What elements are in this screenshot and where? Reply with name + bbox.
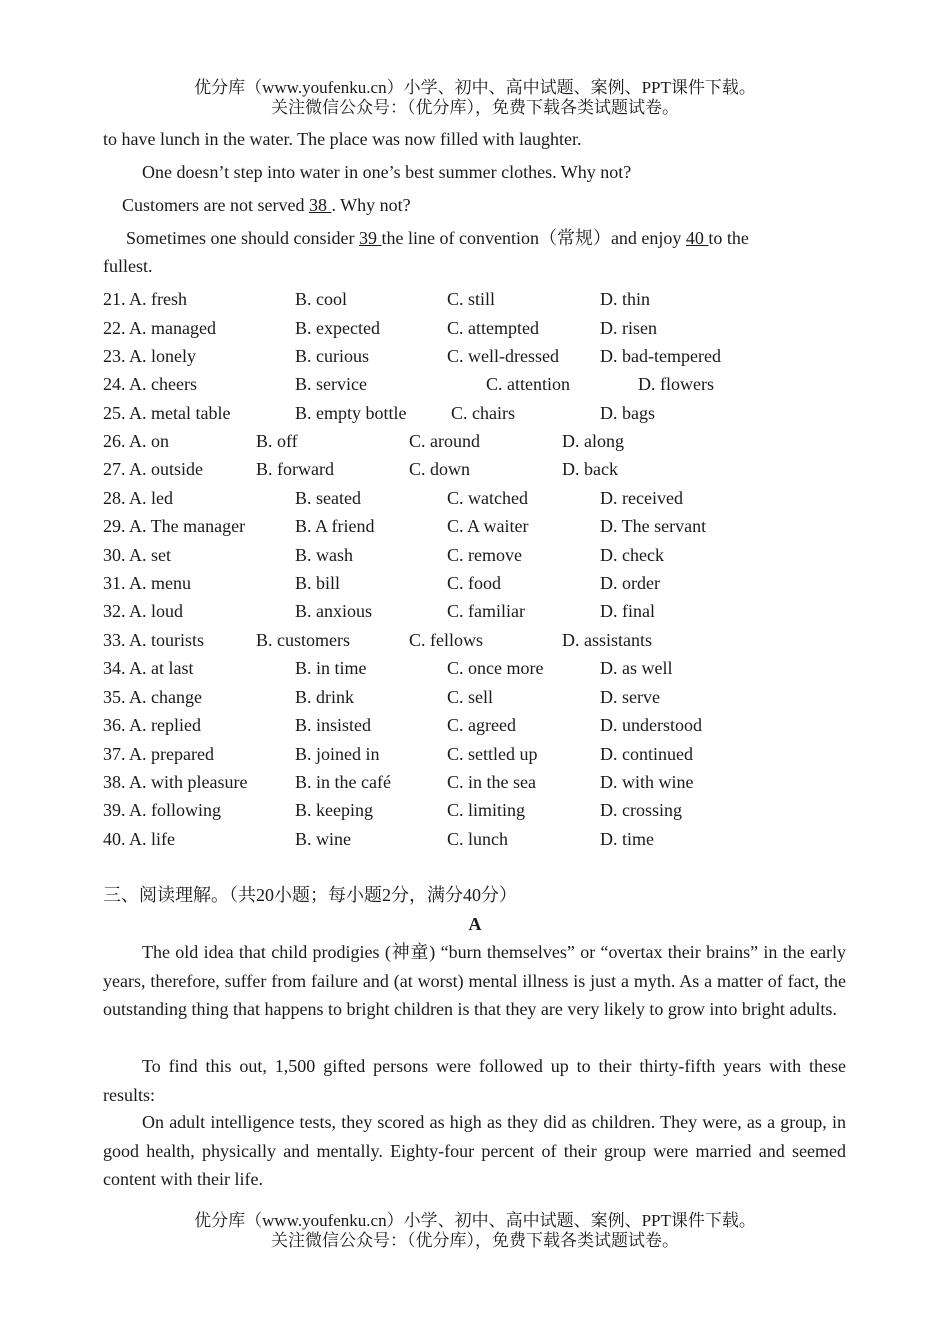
- option-d: D. The servant: [600, 516, 707, 536]
- option-b: B. joined in: [295, 744, 380, 764]
- option-d: D. back: [562, 459, 618, 479]
- footer-line-2: 关注微信公众号：（优分库），免费下载各类试题试卷。: [271, 1231, 679, 1250]
- option-b: B. customers: [256, 630, 350, 650]
- option-a: 24. A. cheers: [103, 374, 197, 394]
- option-c: C. settled up: [447, 744, 538, 764]
- passage-line-4-post: to the: [708, 228, 749, 248]
- option-a: 32. A. loud: [103, 601, 184, 621]
- header-line-1: 优分库（www.youfenku.cn）小学、初中、高中试题、案例、PPT课件下载。: [194, 78, 756, 97]
- passage-line-3: [122, 194, 411, 216]
- option-d: D. bad-tempered: [600, 346, 721, 366]
- option-a: 40. A. life: [103, 829, 175, 849]
- option-a: 33. A. tourists: [103, 630, 205, 650]
- option-d: D. risen: [600, 318, 657, 338]
- option-b: B. insisted: [295, 715, 372, 735]
- passage-line-4: [126, 227, 749, 249]
- option-b: B. anxious: [295, 601, 373, 621]
- option-c: C. down: [409, 459, 471, 479]
- option-c: C. in the sea: [447, 772, 536, 792]
- option-c: C. watched: [447, 488, 528, 508]
- option-d: D. flowers: [638, 374, 714, 394]
- option-b: B. in time: [295, 658, 367, 678]
- blank-40: 40: [685, 228, 709, 248]
- option-d: D. as well: [600, 658, 673, 678]
- option-c: C. familiar: [447, 601, 525, 621]
- option-d: D. continued: [600, 744, 693, 764]
- option-a: 25. A. metal table: [103, 403, 231, 423]
- reading-paragraph-3: On adult intelligence tests, they scored as high as they did as children. They were, as a group, in good health, physically and mentally. Eighty-four percent of their group were married and seemed content with their life.: [103, 1112, 846, 1189]
- option-a: 21. A. fresh: [103, 289, 187, 309]
- option-d: D. received: [600, 488, 683, 508]
- option-d: D. crossing: [600, 800, 682, 820]
- option-b: B. cool: [295, 289, 347, 309]
- passage-heading: A: [468, 914, 482, 934]
- option-a: 30. A. set: [103, 545, 172, 565]
- section-title: 三、阅读理解。（共20小题；每小题2分，满分40分）: [103, 885, 517, 905]
- option-c: C. food: [447, 573, 501, 593]
- option-a: 34. A. at last: [103, 658, 194, 678]
- option-b: B. in the café: [295, 772, 391, 792]
- option-b: B. curious: [295, 346, 369, 366]
- option-d: D. along: [562, 431, 624, 451]
- passage-line-2: One doesn’t step into water in one’s best summer clothes. Why not?: [142, 162, 632, 182]
- passage-line-3-post: . Why not?: [331, 195, 411, 215]
- option-d: D. with wine: [600, 772, 694, 792]
- option-a: 29. A. The manager: [103, 516, 246, 536]
- passage-line-1: to have lunch in the water. The place was now filled with laughter.: [103, 129, 582, 149]
- option-b: B. drink: [295, 687, 355, 707]
- option-b: B. forward: [256, 459, 334, 479]
- footer-line-1: 优分库（www.youfenku.cn）小学、初中、高中试题、案例、PPT课件下载。: [194, 1211, 756, 1230]
- reading-paragraph-1: The old idea that child prodigies (神童) “burn themselves” or “overtax their brains” in the early years, therefore, suffer from failure and (at worst) mental illness is just a myth. As a matter of fact, the outstanding thing that happens to bright children is that they are very likely to grow into bright adults.: [103, 942, 846, 1019]
- option-a: 35. A. change: [103, 687, 202, 707]
- option-b: B. A friend: [295, 516, 375, 536]
- reading-paragraph-2: To find this out, 1,500 gifted persons were followed up to their thirty-fifth years with these results:: [103, 1056, 846, 1105]
- option-c: C. around: [409, 431, 480, 451]
- option-c: C. attempted: [447, 318, 539, 338]
- option-a: 38. A. with pleasure: [103, 772, 248, 792]
- option-b: B. keeping: [295, 800, 373, 820]
- option-d: D. final: [600, 601, 655, 621]
- option-a: 22. A. managed: [103, 318, 216, 338]
- option-a: 36. A. replied: [103, 715, 201, 735]
- blank-39: 39: [358, 228, 382, 248]
- option-c: C. well-dressed: [447, 346, 559, 366]
- option-d: D. understood: [600, 715, 702, 735]
- blank-38: 38: [308, 195, 332, 215]
- option-c: C. A waiter: [447, 516, 529, 536]
- option-c: C. agreed: [447, 715, 516, 735]
- option-d: D. thin: [600, 289, 651, 309]
- option-a: 26. A. on: [103, 431, 170, 451]
- passage-line-5: fullest.: [103, 256, 153, 276]
- option-a: 23. A. lonely: [103, 346, 196, 366]
- option-c: C. remove: [447, 545, 522, 565]
- option-c: C. sell: [447, 687, 494, 707]
- option-d: D. bags: [600, 403, 655, 423]
- option-c: C. once more: [447, 658, 544, 678]
- option-b: B. seated: [295, 488, 361, 508]
- option-b: B. bill: [295, 573, 341, 593]
- option-a: 27. A. outside: [103, 459, 204, 479]
- option-c: C. lunch: [447, 829, 508, 849]
- option-c: C. still: [447, 289, 496, 309]
- passage-line-4-mid: the line of convention（常规）and enjoy: [381, 228, 686, 248]
- option-c: C. attention: [486, 374, 570, 394]
- passage-line-3-pre: Customers are not served: [122, 195, 309, 215]
- option-a: 31. A. menu: [103, 573, 191, 593]
- option-d: D. time: [600, 829, 654, 849]
- option-b: B. expected: [295, 318, 380, 338]
- header-line-2: 关注微信公众号：（优分库），免费下载各类试题试卷。: [271, 98, 679, 117]
- option-a: 37. A. prepared: [103, 744, 214, 764]
- passage-line-4-pre: Sometimes one should consider: [126, 228, 359, 248]
- option-d: D. serve: [600, 687, 660, 707]
- option-b: B. service: [295, 374, 367, 394]
- option-a: 28. A. led: [103, 488, 173, 508]
- option-b: B. wash: [295, 545, 353, 565]
- option-b: B. wine: [295, 829, 351, 849]
- option-a: 39. A. following: [103, 800, 222, 820]
- option-b: B. off: [256, 431, 298, 451]
- option-c: C. fellows: [409, 630, 483, 650]
- option-c: C. chairs: [451, 403, 515, 423]
- option-d: D. check: [600, 545, 664, 565]
- option-d: D. assistants: [562, 630, 652, 650]
- option-c: C. limiting: [447, 800, 526, 820]
- option-b: B. empty bottle: [295, 403, 407, 423]
- option-d: D. order: [600, 573, 660, 593]
